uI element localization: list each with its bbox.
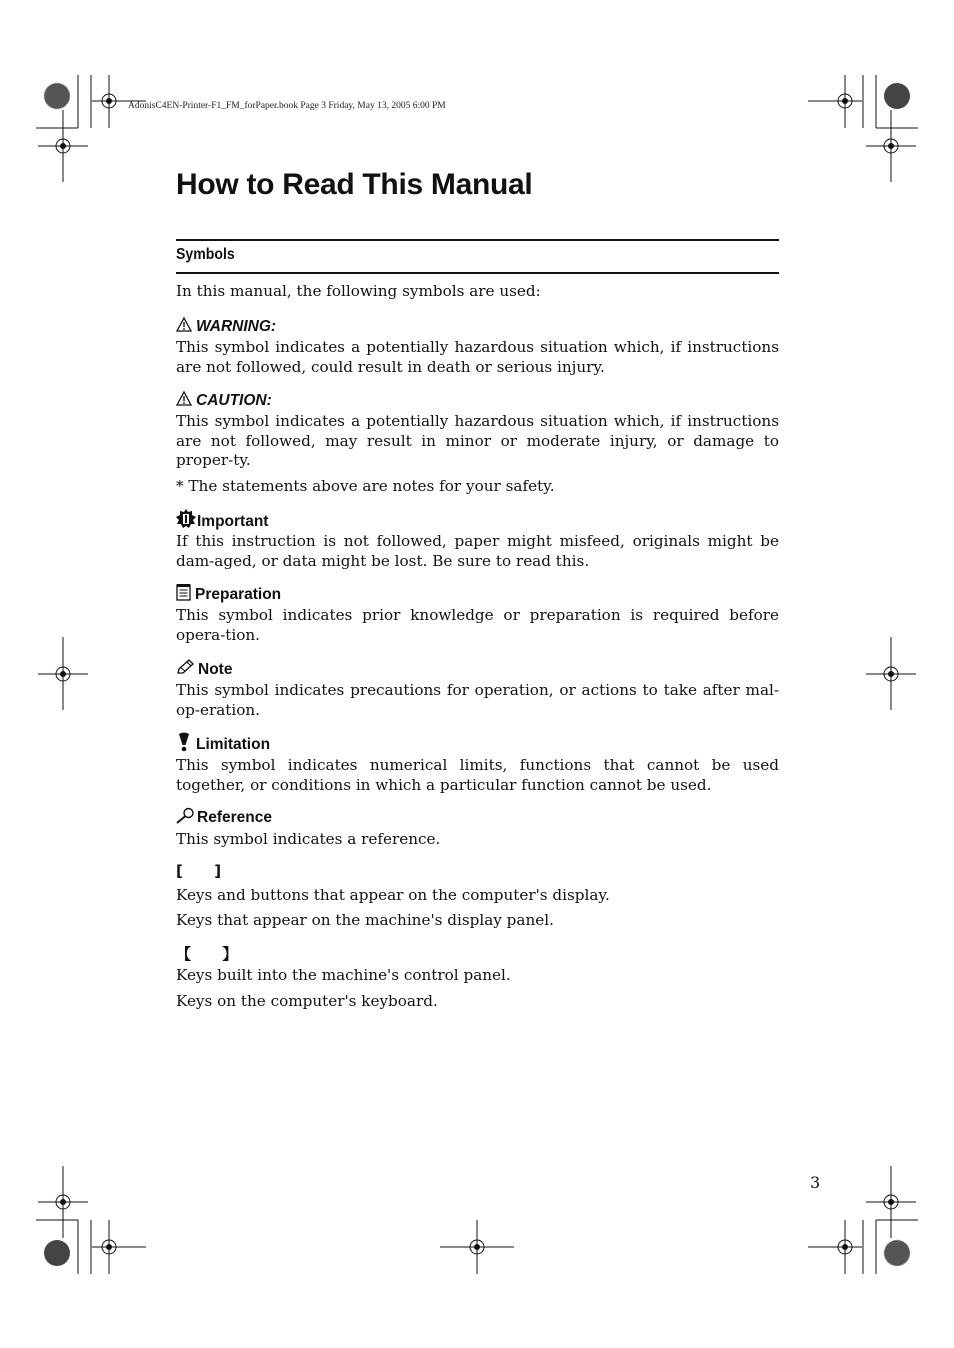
lenticular-bracket-line-1: Keys built into the machine's control panel. xyxy=(176,966,511,984)
reference-text: This symbol indicates a reference. xyxy=(176,830,441,848)
pencil-icon xyxy=(176,659,194,680)
square-bracket-line-2: Keys that appear on the machine's display panel. xyxy=(176,911,554,929)
section-rule-bottom xyxy=(176,272,779,274)
exclamation-icon xyxy=(176,732,192,757)
note-text: This symbol indicates precautions for operation, or actions to take after mal-op-eration. xyxy=(176,681,779,719)
limitation-label: Limitation xyxy=(176,732,270,757)
warning-text: This symbol indicates a potentially hazardous situation which, if instructions are not followed, could result in death or serious injury. xyxy=(176,338,779,376)
square-bracket-line-1: Keys and buttons that appear on the computer's display. xyxy=(176,886,610,904)
important-label: Important xyxy=(176,509,268,534)
note-label: Note xyxy=(176,659,232,680)
caution-label: CAUTION: xyxy=(176,391,272,411)
lenticular-bracket-symbol: 【 】 xyxy=(176,945,238,963)
page-title: How to Read This Manual xyxy=(176,168,533,201)
important-text: If this instruction is not followed, paper might misfeed, originals might be dam-aged, or data might be lost. Be sure to read this. xyxy=(176,532,779,570)
preparation-notepad-icon xyxy=(176,583,191,606)
warning-label: WARNING: xyxy=(176,317,276,337)
section-rule-top xyxy=(176,239,779,241)
reference-label: Reference xyxy=(176,807,272,829)
lenticular-bracket-line-2: Keys on the computer's keyboard. xyxy=(176,992,438,1010)
limitation-text: This symbol indicates numerical limits, functions that cannot be used together, or conditions in which a particular function cannot be used. xyxy=(176,756,779,794)
square-bracket-symbol: [ ] xyxy=(176,862,222,880)
preparation-label: Preparation xyxy=(176,583,281,606)
file-info-header: AdonisC4EN-Printer-F1_FM_forPaper.book Page 3 Friday, May 13, 2005 6:00 PM xyxy=(128,101,446,111)
section-heading: Symbols xyxy=(176,246,235,263)
preparation-text: This symbol indicates prior knowledge or preparation is required before opera-tion. xyxy=(176,606,779,644)
caution-text: This symbol indicates a potentially hazardous situation which, if instructions are not followed, may result in minor or moderate injury, or damage to proper-ty. xyxy=(176,412,779,469)
page-number: 3 xyxy=(810,1173,821,1192)
intro-text: In this manual, the following symbols are used: xyxy=(176,282,541,300)
safety-note: * The statements above are notes for your safety. xyxy=(176,477,555,495)
warning-triangle-icon xyxy=(176,317,192,337)
magnifier-icon xyxy=(176,807,195,829)
important-badge-icon xyxy=(176,509,196,534)
caution-triangle-icon xyxy=(176,391,192,411)
